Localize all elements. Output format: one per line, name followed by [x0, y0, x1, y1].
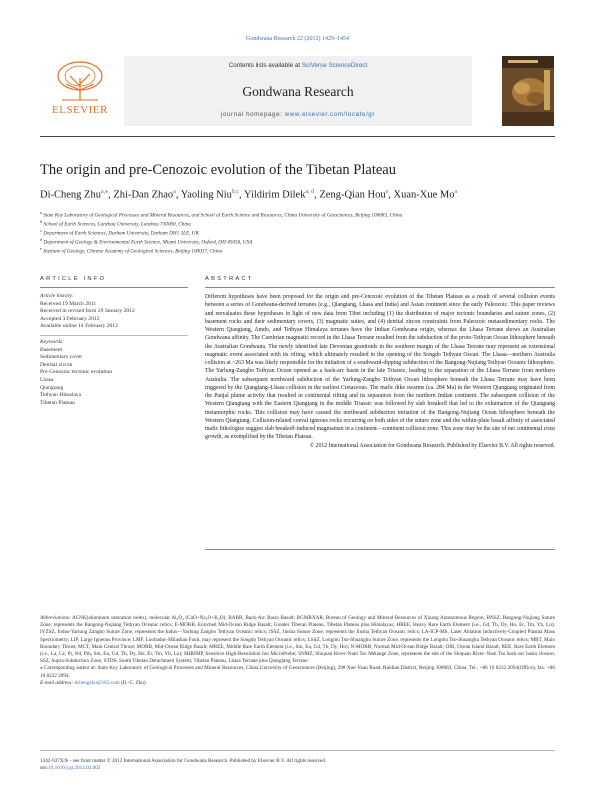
- affiliation-text: State Key Laboratory of Geological Processes and Mineral Resources, and School of Earth Science and Resources, China University of Geosciences, Beijing 100083, China: [43, 212, 403, 219]
- footnote-rule: [40, 750, 555, 751]
- elsevier-tree-icon: [54, 60, 106, 102]
- footnotes: [40, 615, 555, 687]
- affiliation: [40, 246, 222, 255]
- author-name[interactable]: Zhi-Dan Zhao: [113, 189, 174, 201]
- keyword: Detrital zircon: [40, 361, 73, 368]
- email-label: E-mail address:: [40, 679, 75, 686]
- history-item: Accepted 3 February 2012: [40, 315, 100, 322]
- journal-name: Gondwana Research: [242, 84, 354, 99]
- author-separator: ,: [108, 189, 114, 201]
- author-affiliation-marks[interactable]: a: [173, 189, 176, 195]
- history-item: Available online 14 February 2012: [40, 323, 118, 330]
- author-affiliation-marks[interactable]: e: [385, 189, 389, 195]
- author-affiliation-marks[interactable]: a, d: [305, 189, 315, 195]
- affiliation-mark: a: [40, 210, 42, 215]
- article-identifiers: [40, 758, 555, 772]
- sciencedirect-link[interactable]: SciVerse ScienceDirect: [301, 62, 368, 69]
- keyword: Pre-Cenozoic tectonic evolution: [40, 369, 113, 376]
- history-label: Article history:: [40, 293, 75, 299]
- abstract-paragraph: Different hypotheses have been proposed for the origin and pre-Cenozoic evolution of the Tibetan Plateau as a result of several collision events between a series of Gondwana-derived terranes (e.g., Qiangtang, Lhasa and India) and Asian continent since the early Paleozoic. This paper reviews and reevaluates these hypotheses in light of new data from Tibet including (1) the distribution of major tectonic boundaries and suture zones, (2) basement rocks and their sedimentary covers, (3) magmatic suites, and (4) detrital zircon constraints from Paleozoic metasedimentary rocks. The Western Qiangtang, Amdo, and Tethyan Himalaya terranes have the Indian Gondwana origin, whereas the Lhasa Terrane shows an Australian Gondwana affinity. The Cambrian magmatic record in the Lhasa Terrane resulted from the subduction of the proto-Tethyan Ocean lithosphere beneath the Australian Gondwana. The newly identified late Devonian granitoids in the southern margin of the Lhasa Terrane may represent an extensional magmatic event associated with its rifting, which ultimately resulted in the opening of the Songdo Tethyan Ocean. The Lhasa—northern Australia collision at ~263 Ma was likely responsible for the initiation of a southward-dipping subduction of the Bangong-Nujiang Tethyan Oceanic lithosphere. The Yarlung-Zangbo Tethyan Ocean opened as a back-arc basin in the late Triassic, leading to the separation of the Lhasa Terrane from northern Australia. The subsequent northward subduction of the Yarlung-Zangbo Tethyan Ocean lithosphere beneath the Lhasa Terrane may have been triggered by the Qiangtang–Lhasa collision in the earliest Cretaceous. The mafic dike swarms (ca. 284 Ma) in the Western Qiangtang originated from the Panjal plume activity that resulted in continental rifting and its separation from the northern Indian continent. The subsequent collision of the Western Qiangtang with the Eastern Qiangtang in the middle Triassic was followed by slab breakoff that led to the exhumation of the Qiangtang metamorphic rocks. This collision may have caused the northward subduction initiation of the Bangong-Nujiang Ocean lithosphere beneath the Western Qiangtang. Collision-related coeval igneous rocks occurring on both sides of the suture zone and the within-plate basalt affinity of associated mafic lithologies suggest slab breakoff-induced magmatism in a continent—continent collision zone. This zone may be the site of net continental crust growth, as exemplified by the Tibetan Plateau.: [205, 294, 555, 441]
- journal-title-box: [124, 56, 472, 126]
- email-footnote: [40, 680, 555, 687]
- info-divider: [40, 335, 188, 336]
- author-name[interactable]: Di-Cheng Zhu: [40, 189, 101, 201]
- article-info-heading: ARTICLE INFO: [40, 276, 107, 282]
- author-list: [40, 188, 457, 201]
- journal-homepage-line: [124, 111, 472, 118]
- article-info: [40, 293, 188, 407]
- author-separator: ,: [388, 189, 394, 201]
- corresponding-author-footnote: ⁎ Corresponding author at: State Key Laboratory of Geological Processes and Mineral Resources, China University of Geosciences (Beijing), 29# Xue-Yuan Road, Haidian District, Beijing 100083, China. Tel.: +86 10 8232 2094(Office); fax: +86 10 8232 2094.: [40, 665, 555, 679]
- affiliation-mark: d: [40, 237, 43, 242]
- author-name[interactable]: Zeng-Qian Hou: [319, 189, 386, 201]
- affiliation: [40, 219, 191, 228]
- abbreviations-label: Abbreviations:: [40, 615, 71, 621]
- keyword: Qiangtang: [40, 384, 64, 391]
- abstract-copyright: © 2012 International Association for Gondwana Research. Published by Elsevier B.V. All rights reserved.: [309, 442, 555, 449]
- email-link[interactable]: dchengzhu@163.com: [74, 679, 120, 686]
- article-title: The origin and pre-Cenozoic evolution of the Tibetan Plateau: [40, 162, 396, 178]
- affiliation-text: School of Earth Sciences, Lanzhou University, Lanzhou 730000, China: [43, 221, 191, 228]
- contents-prefix: Contents lists available at: [228, 62, 302, 69]
- affiliation-text: Department of Geology & Environmental Earth Science, Miami University, Oxford, OH 45056, USA: [43, 239, 253, 246]
- elsevier-wordmark: ELSEVIER: [52, 104, 108, 116]
- homepage-link[interactable]: www.elsevier.com/locate/gr: [284, 111, 375, 118]
- author-name[interactable]: Yildirim Dilek: [243, 189, 306, 201]
- email-suffix: (D.-C. Zhu).: [119, 679, 147, 686]
- author-name[interactable]: Yaoling Niu: [180, 189, 232, 201]
- author-name[interactable]: Xuan-Xue Mo: [393, 189, 455, 201]
- cover-art-icon: [502, 56, 554, 126]
- author-separator: ,: [239, 189, 244, 201]
- affiliation-text: Institute of Geology, Chinese Academy of Geological Sciences, Beijing 100037, China: [43, 248, 223, 255]
- contents-line: [124, 62, 472, 69]
- affiliation-mark: c: [40, 228, 42, 233]
- history-item: Received 19 March 2011: [40, 300, 97, 307]
- article-info-rule: [40, 287, 188, 288]
- affiliation-mark: b: [40, 219, 43, 224]
- keyword: Lhasa: [40, 376, 54, 383]
- journal-cover-image[interactable]: [502, 56, 554, 126]
- affiliation-mark: e: [40, 246, 42, 251]
- elsevier-logo[interactable]: [40, 56, 120, 126]
- journal-header: [40, 56, 555, 134]
- keyword: Tibetan Plateau: [40, 399, 75, 406]
- author-affiliation-marks[interactable]: b,c: [231, 189, 240, 195]
- author-separator: ,: [314, 189, 320, 201]
- issn-line: 1342-937X/$ – see front matter © 2012 International Association for Gondwana Research. Published by Elsevier B.V. All rights reserved.: [40, 758, 327, 764]
- doi-link[interactable]: 10.1016/j.gr.2012.02.002: [48, 765, 101, 772]
- homepage-prefix: journal homepage:: [220, 111, 285, 118]
- abstract-rule: [205, 287, 555, 288]
- affiliation: [40, 237, 252, 246]
- keywords-label: Keywords:: [40, 338, 65, 345]
- author-separator: ,: [175, 189, 181, 201]
- abbreviations-footnote: [40, 615, 555, 665]
- author-affiliation-marks[interactable]: a: [454, 189, 458, 195]
- keyword: Basement: [40, 346, 63, 353]
- keyword: Tethyan Himalaya: [40, 392, 82, 399]
- doi-line: [40, 765, 555, 772]
- author-affiliation-marks[interactable]: a,⁎: [100, 189, 109, 195]
- doi-label: doi:: [40, 765, 49, 772]
- abbreviations-text: ACNK(aluminum saturation index), molecular Al₂O₃ (CaO+Na₂O+K₂O); BABB, Back-Arc Basin Basalt; BGMRXAR, Bureau of Geology and Mineral Resources of Xizang Autonomous Region; BNSZ, Bangong-Nujiang Suture Zone, represents the Bangong-Nujiang Tethyan Oceanic relics; E-MORB, Enriched Mid-Ocean Ridge Basalt; Greater Tibetan Plateau, Tibetan Plateau plus Himalayas; HREE, Heavy Rare Earth Element (i.e., Gd, Tb, Dy, Ho, Er, Tm, Yb, Lu); IYZSZ, Indus-Yarlung Zangbo Suture Zone, represents the Indus—Yarlung Zangbo Tethyan Oceanic relics; JSSZ, Jinsha Suture Zone, represents the Jinsha Tethyan Oceanic relics; LA-ICP-MS, Laser Ablation Inductively-Coupled Plasma Mass Spectrometry; LIP, Large Igneous Province; LMF, Luobadui–Milashan Fault, may represent the Songdo Tethyan Oceanic relics; LSSZ, Longmu Tso-Shuanghu Suture Zone, represents the Longmu Tso-Shuanghu Tethyan Oceanic relics; MBT, Main Boundary Thrust; MCT, Main Central Thrust; MORB, Mid-Ocean Ridge Basalt; MREE, Middle Rare Earth Element (i.e., Sm, Eu, Gd, Tb, Dy, Ho); N-MORB, Normal Mid-Ocean Ridge Basalt; OIB, Ocean Island Basalt; REE, Rare Earth Element (i.e., La, Ce, Pr, Nd, Pm, Sm, Eu, Gd, Tb, Dy, Ho, Er, Tm, Yb, Lu); SHRIMP, Sensitive High-Resolution Ion MicroProbe; SNMZ, Shiquan River–Nam Tso Mélange Zone, represents the site of the Shiquan River–Nam Tso back-arc basin closure; SSZ, Supra-Subduction Zone; STDS, South Tibetan Detachment System; Tibetan Plateau, Lhasa Terrane plus Qiangtang Terrane.: [40, 615, 555, 665]
- keyword: Sedimentary cover: [40, 354, 83, 361]
- affiliation: [40, 228, 199, 237]
- abstract-body: [205, 293, 555, 450]
- journal-citation-line[interactable]: Gondwana Research 22 (2012) 1429–1454: [246, 36, 349, 42]
- affiliation: [40, 210, 402, 219]
- abstract-end-rule: [205, 549, 555, 550]
- history-item: Received in revised form 29 January 2012: [40, 308, 135, 315]
- header-divider: [40, 136, 555, 137]
- abstract-heading: ABSTRACT: [205, 276, 254, 282]
- affiliation-text: Department of Earth Sciences, Durham University, Durham DH1 3LE, UK: [43, 230, 199, 237]
